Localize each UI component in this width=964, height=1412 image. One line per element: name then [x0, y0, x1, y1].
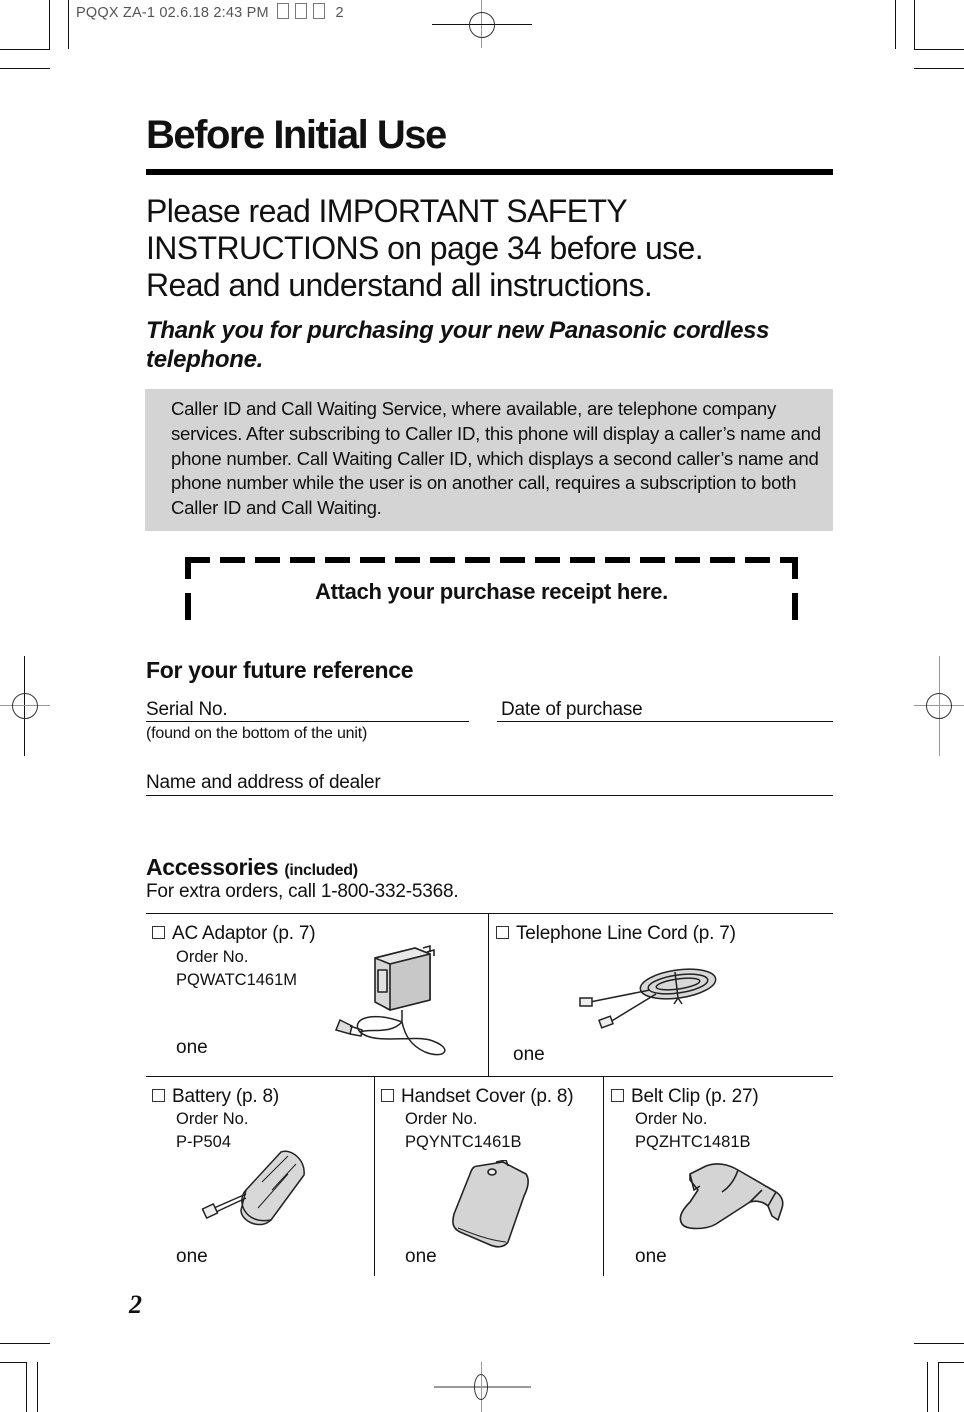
lead-line: INSTRUCTIONS on page 34 before use.: [146, 230, 704, 266]
crop-mark: [914, 0, 915, 49]
date-label: Date of purchase: [501, 699, 643, 720]
lead-line: Read and understand all instructions.: [146, 267, 653, 303]
battery-icon: [196, 1150, 316, 1230]
registration-circle-icon: [926, 693, 952, 719]
ac-adaptor-icon: [330, 940, 460, 1060]
quantity: one: [405, 1246, 437, 1267]
order-number: PQZHTC1481B: [635, 1133, 751, 1151]
accessory-name: AC Adaptor (p. 7): [172, 923, 316, 944]
crop-mark: [914, 1343, 964, 1344]
serial-note: (found on the bottom of the unit): [146, 725, 368, 742]
title-rule: [146, 169, 833, 175]
crop-mark: [0, 1343, 50, 1344]
missing-glyph-icon: [277, 3, 289, 19]
checkbox[interactable]: [611, 1089, 624, 1102]
crop-mark: [914, 49, 964, 50]
quantity: one: [176, 1246, 208, 1267]
order-label: Order No.: [405, 1110, 478, 1128]
belt-clip-icon: [676, 1162, 788, 1234]
accessory-name: Belt Clip (p. 27): [631, 1086, 759, 1107]
crop-mark: [938, 1362, 964, 1363]
dealer-label: Name and address of dealer: [146, 772, 381, 793]
registration-circle-icon: [469, 12, 495, 38]
table-divider: [603, 1076, 604, 1276]
registration-circle-icon: [12, 693, 38, 719]
crop-mark: [37, 1362, 38, 1412]
quantity: one: [635, 1246, 667, 1267]
handset-cover-icon: [448, 1160, 538, 1250]
print-slug-page: 2: [335, 5, 344, 21]
lead-line: Please read IMPORTANT SAFETY: [146, 193, 628, 229]
order-phone-line: For extra orders, call 1-800-332-5368.: [146, 881, 459, 902]
order-label: Order No.: [176, 1110, 249, 1128]
checkbox[interactable]: [152, 1089, 165, 1102]
crop-mark: [895, 0, 896, 49]
accessory-name: Telephone Line Cord (p. 7): [516, 923, 736, 944]
safety-instructions-lead: [146, 193, 703, 304]
receipt-label: Attach your purchase receipt here.: [315, 579, 668, 604]
accessories-heading: [146, 854, 358, 881]
page-title: Before Initial Use: [146, 113, 446, 157]
accessories-note: (included): [284, 862, 358, 879]
quantity: one: [513, 1044, 545, 1065]
crop-mark: [49, 0, 50, 49]
print-slug: [76, 3, 344, 21]
order-number: P-P504: [176, 1133, 232, 1151]
thank-you-text: Thank you for purchasing your new Panasonic cordless telephone.: [146, 317, 770, 373]
table-rule: [146, 1076, 833, 1077]
crop-mark: [938, 1362, 939, 1412]
serial-label: Serial No.: [146, 699, 228, 720]
checkbox[interactable]: [381, 1089, 394, 1102]
checkbox[interactable]: [496, 926, 509, 939]
accessory-name: Handset Cover (p. 8): [401, 1086, 574, 1107]
crop-mark: [0, 68, 50, 69]
table-divider: [488, 913, 489, 1076]
crop-mark: [26, 1362, 27, 1412]
missing-glyph-icon: [295, 3, 307, 19]
receipt-attach-area: [185, 557, 798, 621]
page-number: 2: [129, 1290, 142, 1319]
crop-mark: [914, 68, 964, 69]
reference-heading: For your future reference: [146, 657, 414, 683]
table-divider: [374, 1076, 375, 1276]
crop-mark: [927, 1362, 928, 1412]
order-label: Order No.: [635, 1110, 708, 1128]
dealer-field-line[interactable]: [146, 795, 833, 796]
print-slug-text: PQQX ZA-1 02.6.18 2:43 PM: [76, 5, 269, 21]
checkbox[interactable]: [152, 926, 165, 939]
quantity: one: [176, 1037, 208, 1058]
accessory-name: Battery (p. 8): [172, 1086, 280, 1107]
order-label: Order No.: [176, 948, 249, 966]
order-number: PQYNTC1461B: [405, 1133, 522, 1151]
crop-mark: [0, 1362, 26, 1363]
dashed-border: [792, 557, 798, 579]
crop-mark: [68, 0, 69, 49]
order-number: PQWATC1461M: [176, 971, 298, 989]
date-field-line[interactable]: [497, 721, 833, 722]
dashed-border: [185, 557, 191, 579]
registration-circle-icon: [474, 1374, 488, 1400]
line-cord-icon: [570, 962, 720, 1032]
caller-id-notice: Caller ID and Call Waiting Service, where available, are telephone company services. After subscribing to Caller ID, this phone will display a caller’s name and phone number. Call Waiting Caller ID, which displays a second caller’s name and phone number while the user is on another call, requires a subscription to both Caller ID and Call Waiting.: [145, 389, 833, 531]
accessories-title: Accessories: [146, 854, 279, 880]
serial-field-line[interactable]: [146, 721, 469, 722]
table-rule: [146, 913, 833, 914]
crop-mark: [0, 49, 50, 50]
missing-glyph-icon: [313, 3, 325, 19]
dashed-border: [185, 557, 798, 563]
